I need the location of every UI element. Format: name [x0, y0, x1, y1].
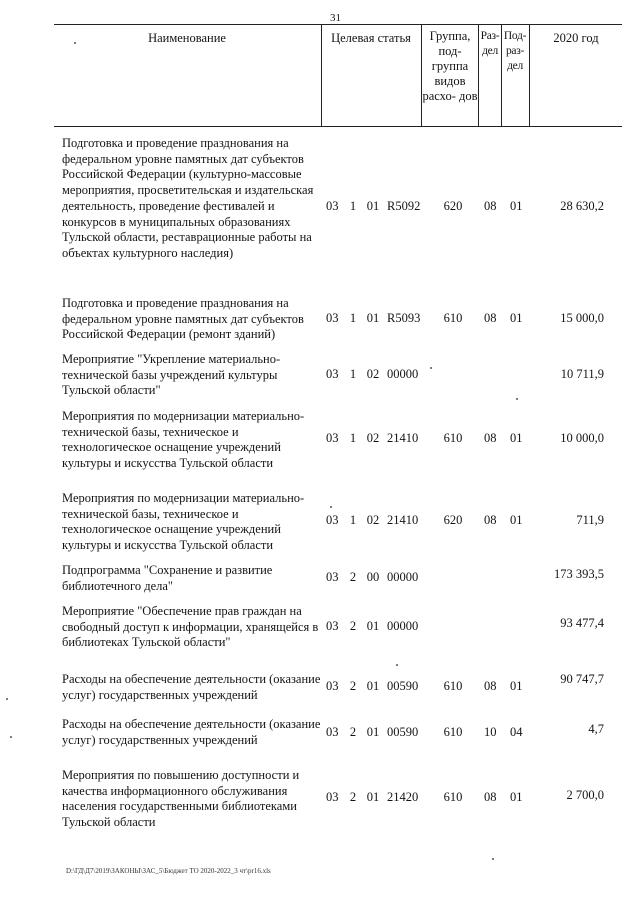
code-direction: 21420: [387, 790, 419, 804]
scan-speck: [10, 736, 12, 738]
subsection: 01: [510, 311, 523, 325]
code-subprogram: 2: [349, 570, 357, 584]
amount: 90 747,7: [560, 672, 604, 686]
row-name: Подготовка и проведение празднования на федеральном уровне памятных дат субъектов Российской Федерации (ремонт зданий): [62, 296, 304, 342]
code-event: 02: [366, 513, 380, 527]
code-program: 03: [326, 619, 339, 633]
expense-group: 610: [443, 790, 463, 804]
section: 08: [484, 679, 497, 693]
row-name: Мероприятия по модернизации материально-технической базы, техническое и технологическое оснащение учреждений культуры и искусства Тульской области: [62, 491, 305, 553]
code-program: 03: [326, 513, 339, 527]
code-event: 01: [366, 790, 380, 804]
row-name: Подготовка и проведение празднования на федеральном уровне памятных дат субъектов Российской Федерации (культурно-массовые мероприятия, просветительская и издательская деятельность, проведение фестивалей и конкурсов в муниципальных образованиях Тульской области, реставрационные работы на объектах культурного наследия): [62, 136, 314, 260]
code-program: 03: [326, 725, 339, 739]
code-direction: 00000: [387, 619, 419, 633]
code-subprogram: 2: [349, 619, 357, 633]
header-section: Раз- дел: [480, 30, 500, 57]
code-subprogram: 1: [349, 199, 357, 213]
code-subprogram: 1: [349, 311, 357, 325]
subsection: 01: [510, 199, 523, 213]
row-name: Расходы на обеспечение деятельности (оказание услуг) государственных учреждений: [62, 672, 321, 702]
amount: 15 000,0: [560, 311, 604, 325]
code-event: 02: [366, 367, 380, 381]
code-subprogram: 2: [349, 725, 357, 739]
code-event: 01: [366, 679, 380, 693]
header-subsection: Под- раз- дел: [503, 30, 527, 72]
header-expense-group: Группа, под- группа видов расхо- дов: [422, 29, 478, 103]
code-subprogram: 1: [349, 367, 357, 381]
subsection: 01: [510, 790, 523, 804]
expense-group: 610: [443, 679, 463, 693]
expense-group: 610: [443, 725, 463, 739]
code-event: 01: [366, 311, 380, 325]
code-event: 00: [366, 570, 380, 584]
expense-group: 610: [443, 311, 463, 325]
section: 08: [484, 513, 497, 527]
code-program: 03: [326, 199, 339, 213]
code-event: 01: [366, 725, 380, 739]
row-name: Мероприятия по модернизации материально-технической базы, техническое и технологическое оснащение учреждений культуры и искусства Тульской области: [62, 409, 305, 471]
section: 08: [484, 790, 497, 804]
code-program: 03: [326, 367, 339, 381]
scan-speck: [396, 664, 398, 666]
subsection: 01: [510, 513, 523, 527]
code-direction: 00000: [387, 570, 419, 584]
code-direction: 00590: [387, 679, 419, 693]
header-year: 2020 год: [553, 31, 599, 45]
amount: 2 700,0: [566, 788, 604, 802]
scan-speck: [74, 42, 76, 44]
row-name: Мероприятие "Обеспечение прав граждан на свободный доступ к информации, хранящейся в библиотеках Тульской области": [62, 604, 319, 650]
scan-speck: [430, 367, 432, 369]
code-subprogram: 2: [349, 679, 357, 693]
amount: 711,9: [576, 513, 604, 527]
code-subprogram: 2: [349, 790, 357, 804]
subsection: 01: [510, 431, 523, 445]
amount: 10 711,9: [560, 367, 604, 381]
code-direction: 21410: [387, 431, 419, 445]
page-number: 31: [330, 12, 341, 24]
subsection: 01: [510, 679, 523, 693]
amount: 4,7: [588, 722, 604, 736]
scan-speck: [516, 398, 518, 400]
code-subprogram: 1: [349, 431, 357, 445]
code-event: 02: [366, 431, 380, 445]
code-event: 01: [366, 619, 380, 633]
header-name: Наименование: [148, 31, 226, 45]
code-program: 03: [326, 311, 339, 325]
scan-speck: [330, 506, 332, 508]
code-direction: 00000: [387, 367, 419, 381]
section: 10: [484, 725, 497, 739]
code-subprogram: 1: [349, 513, 357, 527]
expense-group: 620: [443, 513, 463, 527]
expense-group: 620: [443, 199, 463, 213]
file-path-footer: D:\ГД\Д7\2019\ЗАКОНЫ\ЗАС_5\Бюджет ТО 2020-2022_3 чт\pr16.xls: [66, 867, 271, 875]
section: 08: [484, 199, 497, 213]
code-direction: 21410: [387, 513, 419, 527]
code-direction: R5092: [387, 199, 421, 213]
row-name: Расходы на обеспечение деятельности (оказание услуг) государственных учреждений: [62, 717, 321, 747]
row-name: Мероприятия по повышению доступности и качества информационного обслуживания населения государственными библиотеками Тульской области: [62, 768, 300, 830]
code-program: 03: [326, 790, 339, 804]
expense-group: 610: [443, 431, 463, 445]
table-header: [54, 24, 622, 127]
section: 08: [484, 431, 497, 445]
header-target-item: Целевая статья: [331, 31, 411, 45]
amount: 10 000,0: [560, 431, 604, 445]
row-name: Мероприятие "Укрепление материально-технической базы учреждений культуры Тульской области": [62, 352, 281, 398]
scan-speck: [6, 698, 8, 700]
scan-speck: [492, 858, 494, 860]
amount: 173 393,5: [554, 567, 604, 581]
code-direction: 00590: [387, 725, 419, 739]
amount: 28 630,2: [560, 199, 604, 213]
code-event: 01: [366, 199, 380, 213]
amount: 93 477,4: [560, 616, 604, 630]
section: 08: [484, 311, 497, 325]
code-program: 03: [326, 570, 339, 584]
code-direction: R5093: [387, 311, 421, 325]
code-program: 03: [326, 431, 339, 445]
code-program: 03: [326, 679, 339, 693]
row-name: Подпрограмма "Сохранение и развитие библиотечного дела": [62, 563, 273, 593]
subsection: 04: [510, 725, 523, 739]
